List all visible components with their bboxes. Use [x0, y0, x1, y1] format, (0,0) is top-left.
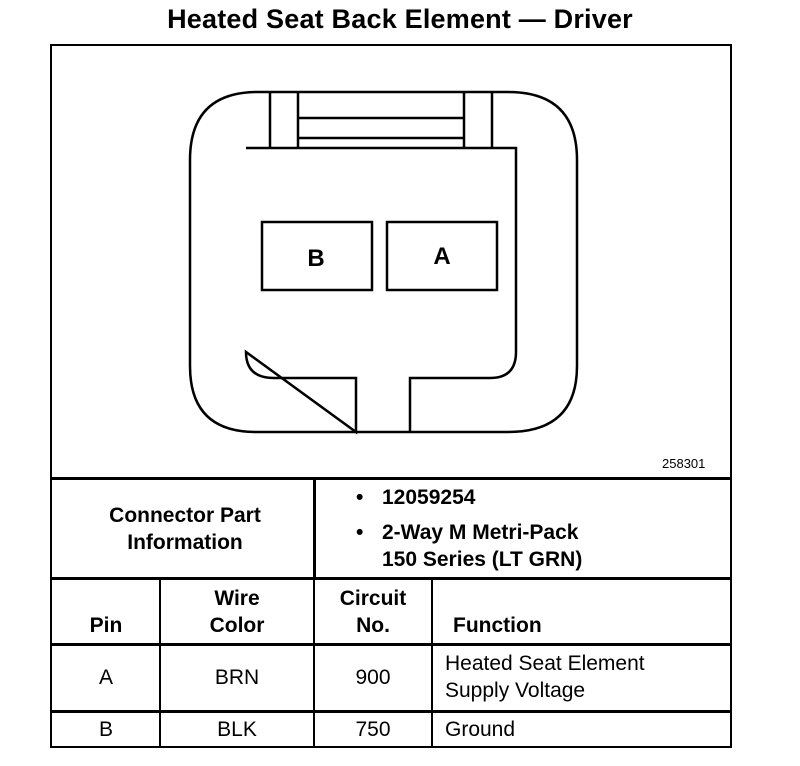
header-function: Function	[453, 614, 542, 637]
bullet-marker: •	[356, 521, 364, 544]
header-wire-color	[161, 585, 313, 639]
connector-info-label	[60, 502, 310, 556]
row-a-wire-color: BRN	[214, 666, 260, 689]
row-a-pin: A	[98, 666, 113, 689]
row-b-wire-color: BLK	[217, 718, 257, 741]
connector-info-bottom-border	[50, 577, 732, 580]
row-b-pin: B	[98, 718, 113, 741]
pin-label-b: B	[307, 245, 325, 272]
row-a-function-line1: Heated Seat Element	[445, 652, 645, 675]
circuit-column-divider	[431, 577, 433, 747]
image-id: 258301	[662, 456, 706, 471]
header-wire-color-line1: Wire	[214, 587, 260, 610]
connector-type-line1: 2-Way M Metri-Pack	[382, 521, 579, 544]
connector-info-divider	[313, 477, 316, 579]
connector-info-label-line2: Information	[127, 531, 243, 554]
row-a-function-line2: Supply Voltage	[445, 679, 586, 702]
header-pin: Pin	[89, 614, 123, 637]
row-a-bottom-border	[50, 710, 732, 713]
header-bottom-border	[50, 643, 732, 646]
row-a-circuit: 900	[355, 666, 391, 689]
connector-type-line2: 150 Series (LT GRN)	[382, 548, 583, 571]
row-a-function	[445, 650, 645, 704]
pin-label-a: A	[433, 243, 451, 270]
row-b-function: Ground	[445, 718, 516, 741]
header-wire-color-line2: Color	[209, 614, 265, 637]
page-title: Heated Seat Back Element — Driver	[167, 4, 633, 34]
row-b-circuit: 750	[355, 718, 391, 741]
connector-info-label-line1: Connector Part	[109, 504, 261, 527]
bullet-marker: •	[356, 486, 364, 509]
header-circuit-line1: Circuit	[339, 587, 407, 610]
header-circuit-line2: No.	[356, 614, 390, 637]
connector-part-number: 12059254	[382, 486, 476, 509]
table-top-border	[50, 477, 732, 480]
header-circuit-no	[315, 585, 431, 639]
connector-outer-body	[190, 92, 577, 432]
